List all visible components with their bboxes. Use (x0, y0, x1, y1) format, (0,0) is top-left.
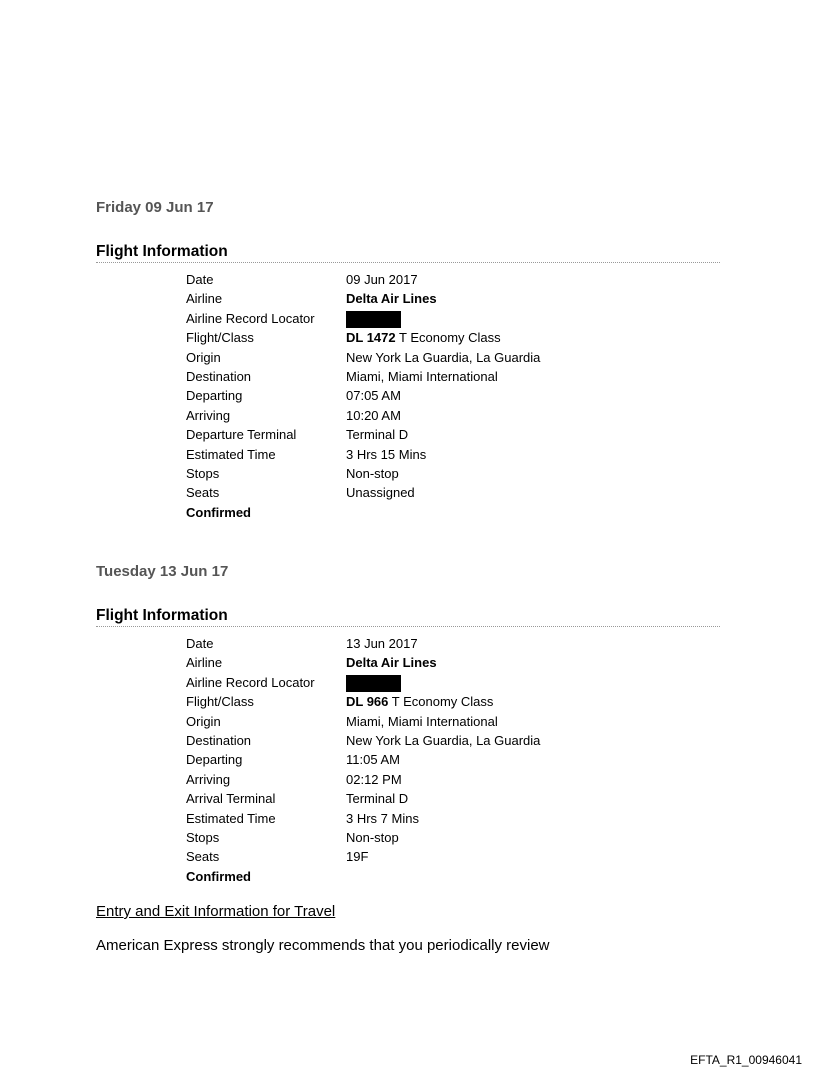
detail-value (346, 348, 540, 367)
flight-details (186, 634, 541, 886)
detail-row (186, 653, 437, 672)
detail-value (346, 731, 540, 750)
detail-value-bold: DL 966 (346, 694, 389, 710)
detail-row (186, 367, 498, 386)
detail-value (346, 692, 493, 711)
detail-value (346, 425, 408, 444)
detail-label: Destination (186, 732, 252, 748)
detail-value (346, 328, 501, 347)
detail-value (346, 712, 498, 731)
detail-row (186, 692, 494, 711)
detail-label: Destination (186, 368, 252, 384)
redaction-block (346, 675, 401, 692)
detail-value-text: 3 Hrs 15 Mins (346, 446, 427, 462)
detail-value (346, 809, 419, 828)
detail-value-bold: Delta Air Lines (346, 655, 437, 671)
detail-value (346, 445, 426, 464)
detail-value (346, 289, 437, 308)
detail-value (346, 406, 401, 425)
detail-row (186, 309, 315, 328)
recommendation-paragraph: American Express strongly recommends that you periodically review (96, 937, 550, 954)
detail-value-text: 13 Jun 2017 (346, 636, 418, 651)
detail-value-text: T Economy Class (388, 694, 494, 710)
detail-value (346, 750, 400, 769)
detail-label: Arrival Terminal (186, 791, 276, 807)
detail-value-text: 07:05 AM (346, 388, 401, 404)
detail-row (186, 809, 419, 828)
detail-label: Origin (186, 349, 221, 365)
detail-value-text: 11:05 AM (346, 752, 400, 768)
detail-value (346, 464, 399, 483)
detail-row (186, 750, 400, 769)
detail-row (186, 789, 409, 808)
detail-row (186, 386, 401, 405)
detail-value (346, 483, 415, 502)
detail-value-text: Miami, Miami International (346, 713, 498, 729)
detail-label: Estimated Time (186, 446, 276, 462)
detail-label: Departing (186, 752, 243, 768)
detail-row (186, 270, 418, 289)
detail-row (186, 328, 501, 347)
detail-value-text: Unassigned (346, 485, 415, 501)
detail-value-text: T Economy Class (395, 330, 501, 346)
booking-status: Confirmed (186, 868, 251, 884)
detail-value (346, 634, 418, 653)
detail-value-text: Miami, Miami International (346, 368, 498, 384)
detail-row (186, 406, 401, 425)
detail-label: Seats (186, 485, 220, 501)
detail-label: Airline (186, 291, 223, 307)
detail-value-text: 19F (346, 849, 369, 865)
detail-value-text: New York La Guardia, La Guardia (346, 349, 541, 365)
detail-label: Arriving (186, 407, 231, 423)
detail-label: Date (186, 272, 214, 287)
detail-label: Stops (186, 829, 220, 845)
detail-value (346, 367, 498, 386)
detail-row (186, 673, 315, 692)
detail-row (186, 731, 541, 750)
document-id: EFTA_R1_00946041 (690, 1053, 802, 1067)
detail-value (346, 770, 402, 789)
detail-row (186, 348, 541, 367)
detail-row (186, 289, 437, 308)
detail-label: Seats (186, 849, 220, 865)
detail-value-text: Terminal D (346, 791, 409, 807)
day-heading: Tuesday 13 Jun 17 (96, 563, 229, 580)
detail-value-text: 09 Jun 2017 (346, 272, 418, 287)
detail-value (346, 270, 418, 289)
detail-value-bold: DL 1472 (346, 330, 396, 346)
detail-value-text: 3 Hrs 7 Mins (346, 810, 419, 826)
detail-row (186, 483, 415, 502)
detail-row (186, 828, 399, 847)
detail-value-text: Terminal D (346, 427, 409, 443)
detail-value-text: 10:20 AM (346, 407, 401, 423)
detail-row (186, 425, 409, 444)
detail-label: Origin (186, 713, 221, 729)
detail-label: Arriving (186, 771, 231, 787)
detail-value-text: Non-stop (346, 465, 399, 481)
detail-label: Airline (186, 655, 223, 671)
detail-row (186, 634, 418, 653)
detail-value (346, 828, 399, 847)
flight-information-heading: Flight Information (96, 243, 720, 263)
detail-value-text: New York La Guardia, La Guardia (346, 732, 541, 748)
detail-value (346, 309, 401, 328)
flight-information-heading: Flight Information (96, 607, 720, 627)
detail-row (186, 445, 427, 464)
redaction-block (346, 311, 401, 328)
detail-value-text: Non-stop (346, 829, 399, 845)
detail-label: Departure Terminal (186, 427, 297, 443)
booking-status: Confirmed (186, 504, 251, 520)
detail-value (346, 386, 401, 405)
detail-label: Date (186, 636, 214, 651)
flight-details (186, 270, 541, 522)
detail-row (186, 712, 498, 731)
detail-label: Flight/Class (186, 330, 254, 346)
detail-label: Flight/Class (186, 694, 254, 710)
detail-value (346, 847, 368, 866)
detail-row (186, 847, 369, 866)
detail-value-bold: Delta Air Lines (346, 291, 437, 307)
detail-label: Departing (186, 388, 243, 404)
detail-value (346, 673, 401, 692)
detail-label: Airline Record Locator (186, 310, 315, 326)
detail-label: Estimated Time (186, 810, 276, 826)
detail-label: Airline Record Locator (186, 674, 315, 690)
detail-value (346, 653, 437, 672)
day-heading: Friday 09 Jun 17 (96, 199, 214, 216)
detail-label: Stops (186, 465, 220, 481)
entry-exit-information-link[interactable]: Entry and Exit Information for Travel (96, 903, 336, 920)
detail-value (346, 789, 408, 808)
detail-value-text: 02:12 PM (346, 771, 402, 787)
detail-row (186, 770, 402, 789)
detail-row (186, 464, 399, 483)
